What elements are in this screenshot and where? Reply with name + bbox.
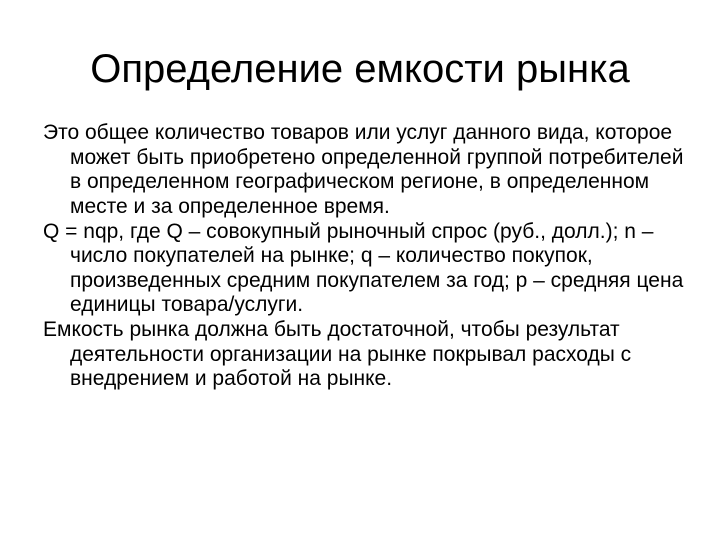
paragraph-formula: Q = nqp, где Q – совокупный рыночный спрос (руб., долл.); n – число покупателей на рынке; q – количество покупок, произведенных средним покупателем за год; p – средняя цена единицы товара/услуги.	[43, 219, 684, 316]
slide-title: Определение емкости рынка	[90, 47, 630, 91]
paragraph-definition: Это общее количество товаров или услуг данного вида, которое может быть приобретено определенной группой потребителей в определенном географическом регионе, в определенном месте и за определенное время.	[43, 121, 684, 218]
paragraph-sufficiency: Емкость рынка должна быть достаточной, чтобы результат деятельности организации на рынке покрывал расходы с внедрением и работой на рынке.	[43, 318, 632, 390]
slide-body	[43, 121, 693, 392]
